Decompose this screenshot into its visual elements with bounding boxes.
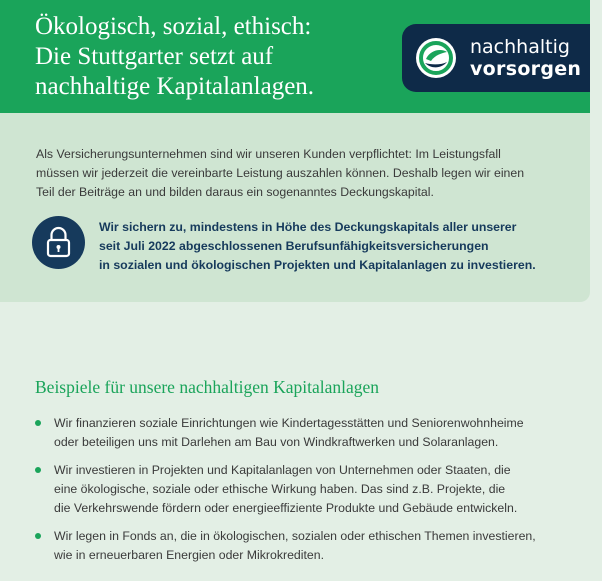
list-item-line: oder beteiligen uns mit Darlehen am Bau von Windkraftwerken und Solaranlagen. (54, 435, 499, 449)
intro-line: müssen wir jederzeit die vereinbarte Leistung auszahlen können. Deshalb legen wir einen (36, 166, 525, 180)
list-item-line: die Verkehrswende fördern oder energieeffiziente Produkte und Gebäude entwickeln. (54, 501, 518, 515)
intro-paragraph (36, 145, 566, 202)
list-item-line: eine ökologische, soziale oder ethische Wirkung haben. Das sind z.B. Projekte, die (54, 482, 506, 496)
examples-heading: Beispiele für unsere nachhaltigen Kapitalanlagen (35, 377, 380, 397)
nachhaltig-vorsorgen-logo (402, 24, 590, 92)
title-line: Die Stuttgarter setzt auf (35, 43, 274, 70)
intro-line: Teil der Beiträge an und bilden daraus ein sogenanntes Deckungskapital. (36, 185, 434, 199)
leaf-hands-icon (416, 38, 456, 78)
list-item-line: Wir finanzieren soziale Einrichtungen wie Kindertagesstätten und Seniorenwohnheime (54, 416, 524, 430)
list-item (0, 461, 536, 518)
list-item (0, 414, 536, 452)
padlock-icon (32, 216, 85, 269)
page-title (35, 12, 314, 102)
logo-text-vorsorgen: vorsorgen (470, 58, 582, 80)
list-item-line: Wir investieren in Projekten und Kapitalanlagen von Unternehmen oder Staaten, die (54, 463, 511, 477)
title-line: nachhaltige Kapitalanlagen. (35, 73, 315, 100)
pledge-line: in sozialen und ökologischen Projekten und Kapitalanlagen zu investieren. (99, 258, 536, 272)
logo-text-nachhaltig: nachhaltig (470, 36, 570, 58)
bullet-dot (35, 533, 41, 539)
bullet-dot (35, 420, 41, 426)
examples-list (0, 414, 536, 574)
pledge-line: Wir sichern zu, mindestens in Höhe des Deckungskapitals aller unserer (99, 220, 517, 234)
bullet-dot (35, 467, 41, 473)
list-item-line: wie in erneuerbaren Energien oder Mikrokrediten. (54, 548, 324, 562)
pledge-line: seit Juli 2022 abgeschlossenen Berufsunfähigkeitsversicherungen (99, 239, 489, 253)
intro-line: Als Versicherungsunternehmen sind wir unseren Kunden verpflichtet: Im Leistungsfall (36, 147, 501, 161)
list-item-line: Wir legen in Fonds an, die in ökologischen, sozialen oder ethischen Themen investieren, (54, 529, 536, 543)
header-banner (0, 0, 590, 113)
list-item (0, 527, 536, 565)
title-line: Ökologisch, sozial, ethisch: (35, 13, 312, 40)
pledge-statement (99, 218, 536, 275)
